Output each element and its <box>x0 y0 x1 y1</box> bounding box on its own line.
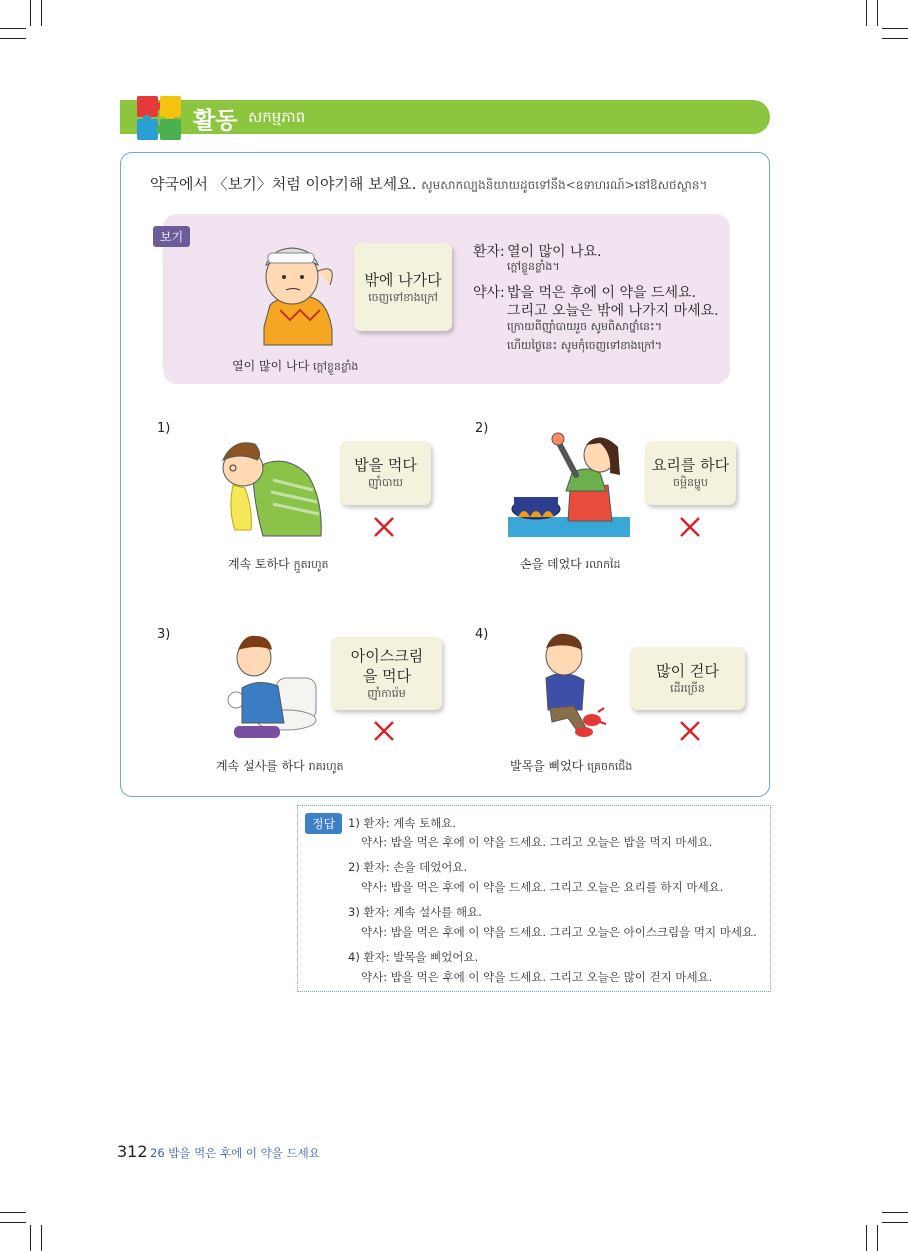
x-mark-icon <box>372 719 396 743</box>
crop-mark <box>882 28 908 29</box>
item-caption <box>228 555 329 574</box>
crop-mark <box>882 38 908 39</box>
item-caption-km: ក្អួតរហូត <box>293 558 329 571</box>
answer-line: 약사: 밥을 먹은 후에 이 약을 드세요. 그리고 오늘은 요리를 하지 마세요. <box>361 880 724 894</box>
activity-title: 활동 <box>193 108 238 134</box>
crop-mark <box>877 1225 878 1251</box>
example-caption-ko: 열이 많이 나다 <box>232 359 310 373</box>
item-caption-ko: 계속 설사를 하다 <box>216 759 305 773</box>
example-card-ko: 밖에 나가다 <box>364 271 442 289</box>
item-caption-ko: 계속 토하다 <box>228 557 290 571</box>
example-tag: 보기 <box>153 226 190 247</box>
instruction-ko: 약국에서 〈보기〉처럼 이야기해 보세요. <box>150 175 417 193</box>
instruction <box>150 173 707 195</box>
patient-label: 환자: <box>473 244 505 260</box>
crop-mark <box>866 0 867 26</box>
answer-line: 1) 환자: 계속 토해요. <box>348 816 457 830</box>
chapter-title: 26 밥을 먹은 후에 이 약을 드세요 <box>150 1146 320 1160</box>
item-card-ko: 요리를 하다 <box>651 456 730 474</box>
item-card <box>630 647 745 710</box>
fever-person-illustration <box>250 235 345 345</box>
item-number: 3) <box>157 627 171 642</box>
item-card <box>331 637 442 710</box>
item-card-ko: 아이스크림을 먹다 <box>350 647 424 685</box>
instruction-km: សូមសាកល្បងនិយាយដូចទៅនឹង<ឧទាហរណ៍>នៅឱសថស្ថាន។ <box>421 178 708 192</box>
item-caption-ko: 손을 데었다 <box>520 557 582 571</box>
crop-mark <box>30 1225 31 1251</box>
pharmacist-line-km-2: ហើយថ្ងៃនេះ សូមកុំចេញទៅខាងក្រៅ។ <box>507 339 663 352</box>
item-caption <box>520 555 621 574</box>
item-card-ko: 많이 걷다 <box>656 662 719 680</box>
sprained-ankle-illustration <box>538 628 608 740</box>
vomiting-person-illustration <box>213 430 328 540</box>
item-card-ko: 밥을 먹다 <box>354 456 417 474</box>
patient-line: 열이 많이 나요. <box>507 244 602 260</box>
example-card <box>354 243 452 331</box>
answer-line: 약사: 밥을 먹은 후에 이 약을 드세요. 그리고 오늘은 많이 걷지 마세요. <box>361 970 713 984</box>
item-card-km: ចម្អិនម្ហូប <box>673 476 708 489</box>
pharmacist-line-2: 그리고 오늘은 밖에 나가지 마세요. <box>507 303 719 319</box>
crop-mark <box>0 28 26 29</box>
item-number: 1) <box>157 421 171 436</box>
example-card-km: ចេញទៅខាងក្រៅ <box>368 291 438 304</box>
burned-hand-illustration <box>508 425 630 540</box>
crop-mark <box>882 1212 908 1213</box>
item-caption-km: រលាកដៃ <box>585 558 621 571</box>
item-card <box>340 441 431 505</box>
item-number: 4) <box>475 627 489 642</box>
answer-line: 약사: 밥을 먹은 후에 이 약을 드세요. 그리고 오늘은 아이스크림을 먹지 마세요. <box>361 925 757 939</box>
crop-mark <box>877 0 878 26</box>
crop-mark <box>0 1222 26 1223</box>
x-mark-icon <box>678 719 702 743</box>
answer-line: 3) 환자: 계속 설사를 해요. <box>348 905 482 919</box>
pharmacist-line-1: 밥을 먹은 후에 이 약을 드세요. <box>507 285 696 301</box>
item-card <box>645 441 736 505</box>
example-caption <box>232 357 358 376</box>
answer-line: 2) 환자: 손을 데었어요. <box>348 860 468 874</box>
crop-mark <box>866 1225 867 1251</box>
item-caption <box>510 757 632 776</box>
item-caption-km: រាគរហូត <box>308 760 344 773</box>
x-mark-icon <box>372 515 396 539</box>
example-caption-km: ក្តៅខ្លួនខ្លាំង <box>313 360 359 373</box>
item-caption-km: គ្រេចកជើង <box>587 760 633 773</box>
item-number: 2) <box>475 421 489 436</box>
pharmacist-line-km-1: ក្រោយពីញ៉ាំបាយរួច សូមពិសាថ្នាំនេះ។ <box>507 320 663 333</box>
page-number: 312 <box>117 1142 148 1161</box>
answer-line: 4) 환자: 발목을 삐었어요. <box>348 950 479 964</box>
item-card-km: ញ៉ាំការ៉េម <box>367 687 406 700</box>
pharmacist-label: 약사: <box>473 285 505 301</box>
activity-subtitle: សកម្មភាព <box>248 108 306 126</box>
crop-mark <box>0 1212 26 1213</box>
item-card-km: ដើរច្រើន <box>670 682 705 695</box>
crop-mark <box>41 0 42 26</box>
answer-tag: 정답 <box>305 813 342 834</box>
item-caption-ko: 발목을 삐었다 <box>510 759 584 773</box>
x-mark-icon <box>678 515 702 539</box>
answer-line: 약사: 밥을 먹은 후에 이 약을 드세요. 그리고 오늘은 밥을 먹지 마세요. <box>361 835 713 849</box>
crop-mark <box>882 1222 908 1223</box>
crop-mark <box>30 0 31 26</box>
item-caption <box>216 757 344 776</box>
patient-line-km: ក្តៅខ្លួនខ្លាំង។ <box>507 260 560 273</box>
crop-mark <box>41 1225 42 1251</box>
diarrhea-person-illustration <box>228 628 320 743</box>
crop-mark <box>0 38 26 39</box>
puzzle-icon <box>135 94 185 142</box>
item-card-km: ញ៉ាំបាយ <box>368 476 403 489</box>
